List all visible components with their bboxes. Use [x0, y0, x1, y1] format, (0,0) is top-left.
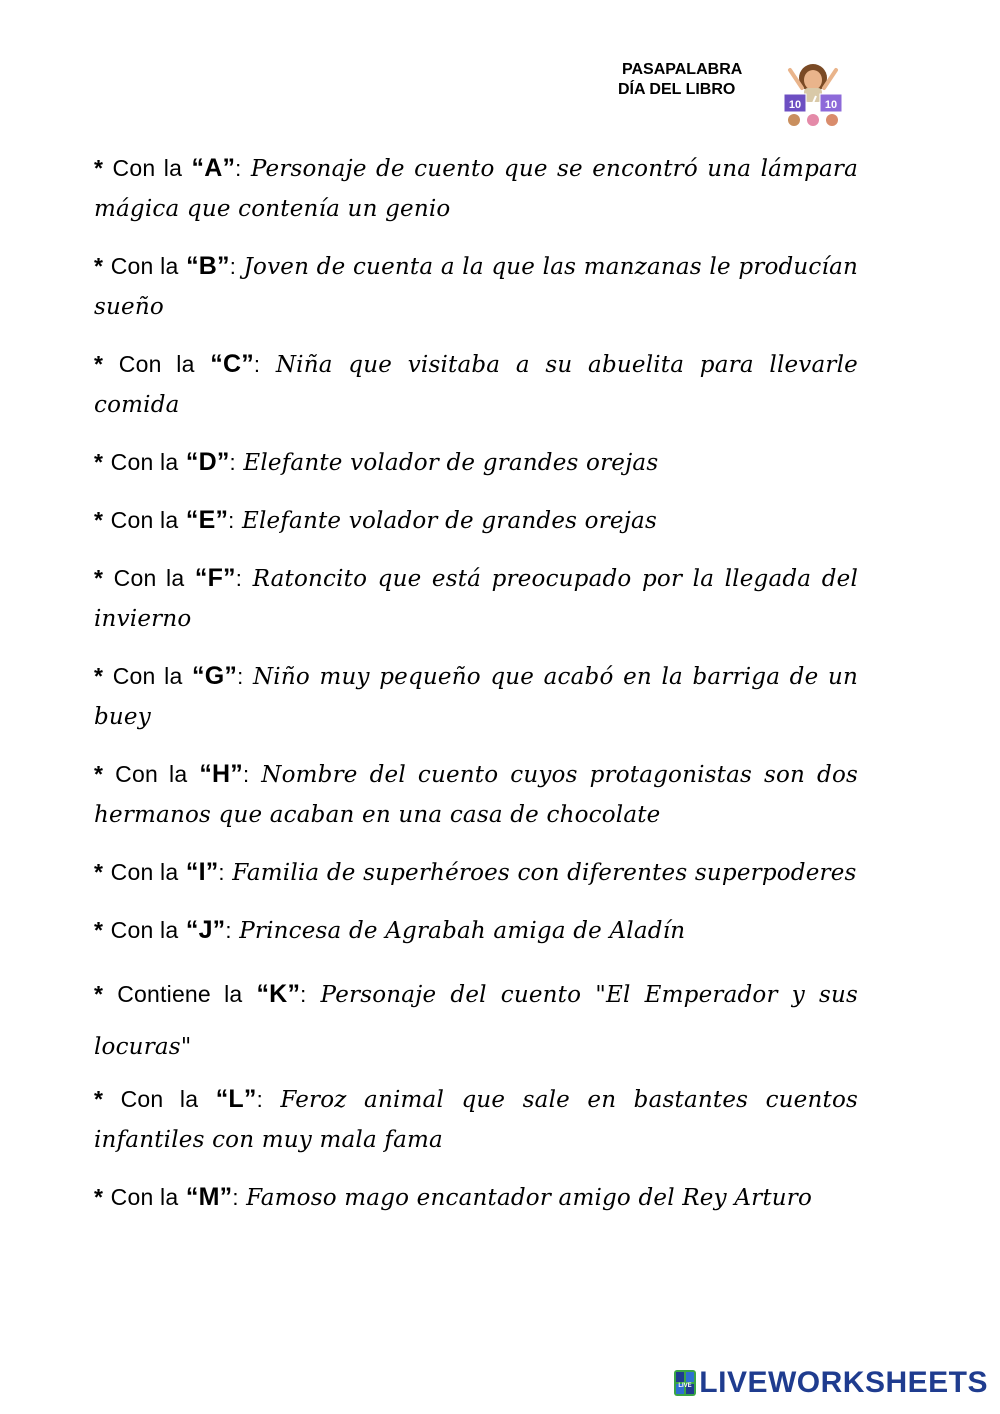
- clue-list: [94, 148, 858, 1235]
- clue-text: Feroz animal que sale en bastantes cuentos infantiles con muy mala fama: [94, 1087, 858, 1153]
- clue-text: Niño muy pequeño que acabó en la barriga de un buey: [94, 664, 858, 730]
- clue-g: * Con la “G”: Niño muy pequeño que acabó en la barriga de un buey: [94, 662, 858, 730]
- clue-text: Elefante volador de grandes orejas: [243, 450, 659, 476]
- clue-text: Famoso mago encantador amigo del Rey Arturo: [246, 1185, 813, 1211]
- clue-text: Ratoncito que está preocupado por la llegada del invierno: [94, 566, 859, 632]
- clue-text: Princesa de Agrabah amiga de Aladín: [239, 918, 686, 944]
- svg-text:LIVE: LIVE: [678, 1383, 692, 1389]
- clue-letter: “D”: [185, 448, 230, 476]
- clue-j: * Con la “J”: Princesa de Agrabah amiga de Aladín: [94, 916, 686, 944]
- clue-a: * Con la “A”: Personaje de cuento que se encontró una lámpara mágica que contenía un genio: [94, 154, 859, 222]
- clue-f: * Con la “F”: Ratoncito que está preocupado por la llegada del invierno: [94, 564, 859, 632]
- clue-e: * Con la “E”: Elefante volador de grandes orejas: [94, 506, 657, 534]
- clue-h: * Con la “H”: Nombre del cuento cuyos protagonistas son dos hermanos que acaban en una casa de chocolate: [94, 760, 859, 828]
- clue-text: Nombre del cuento cuyos protagonistas son dos hermanos que acaban en una casa de chocolate: [94, 762, 859, 828]
- clue-letter: “C”: [210, 350, 254, 378]
- header-title: PASAPALABRA: [622, 61, 743, 78]
- clue-i: * Con la “I”: Familia de superhéroes con diferentes superpoderes: [94, 858, 857, 886]
- liveworksheets-logo[interactable]: [674, 1366, 988, 1400]
- clue-letter: “M”: [185, 1183, 233, 1211]
- score-badge-right: [820, 94, 842, 112]
- clue-k: * Contiene la “K”: Personaje del cuento "El Emperador y sus locuras": [94, 980, 859, 1060]
- liveworksheets-wordmark: LIVEWORKSHEETS: [699, 1366, 988, 1399]
- clue-text: Elefante volador de grandes orejas: [241, 508, 657, 534]
- clue-b: * Con la “B”: Joven de cuenta a la que las manzanas le producían sueño: [94, 252, 858, 320]
- worksheet-header: [612, 60, 782, 100]
- clue-text: Personaje del cuento "El Emperador y sus locuras": [94, 982, 859, 1060]
- svg-text:10: 10: [788, 99, 802, 111]
- header-subtitle: DÍA DEL LIBRO: [618, 81, 736, 98]
- clue-letter: “J”: [185, 916, 226, 944]
- clue-letter: “A”: [191, 154, 236, 182]
- clue-letter: “E”: [185, 506, 229, 534]
- clue-l: * Con la “L”: Feroz animal que sale en bastantes cuentos infantiles con muy mala fama: [94, 1085, 858, 1153]
- svg-text:10: 10: [824, 99, 838, 111]
- clue-letter: “F”: [194, 564, 236, 592]
- clue-letter: “G”: [192, 662, 238, 690]
- clue-c: * Con la “C”: Niña que visitaba a su abuelita para llevarle comida: [94, 350, 858, 418]
- clue-m: * Con la “M”: Famoso mago encantador amigo del Rey Arturo: [94, 1183, 813, 1211]
- clue-text: Personaje de cuento que se encontró una lámpara mágica que contenía un genio: [94, 156, 859, 222]
- clue-letter: “H”: [199, 760, 243, 788]
- clue-d: * Con la “D”: Elefante volador de grandes orejas: [94, 448, 659, 476]
- clue-letter: “I”: [185, 858, 219, 886]
- liveworksheets-badge-icon: [674, 1370, 696, 1396]
- clue-text: Familia de superhéroes con diferentes superpoderes: [232, 860, 857, 886]
- clue-letter: “L”: [215, 1085, 257, 1113]
- teacher-avatar-icon: [780, 58, 846, 128]
- clue-letter: “B”: [186, 252, 230, 280]
- clue-letter: “K”: [256, 980, 301, 1008]
- clue-text: Niña que visitaba a su abuelita para llevarle comida: [94, 352, 858, 418]
- score-badge-left: [784, 94, 806, 112]
- clue-text: Joven de cuenta a la que las manzanas le producían sueño: [94, 254, 858, 320]
